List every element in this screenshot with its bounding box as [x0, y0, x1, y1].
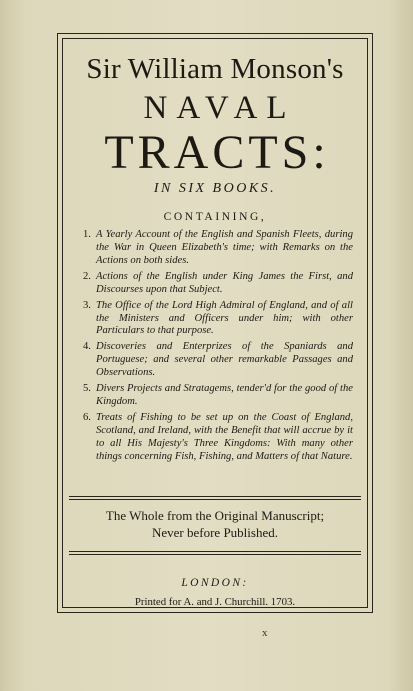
- divider-rule: [69, 496, 361, 497]
- outer-border: [57, 33, 373, 613]
- title-tracts: TRACTS:: [104, 126, 330, 179]
- book-description: Divers Projects and Stratagems, tender'd for the good of the Kingdom.: [96, 383, 353, 408]
- inner-border: [62, 38, 368, 608]
- manuscript-line: Never before Published.: [152, 525, 278, 540]
- divider-rule: [69, 499, 361, 500]
- book-description: A Yearly Account of the English and Spanish Fleets, during the War in Queen Elizabeth's time; with Remarks on the Actions on both sides.: [96, 229, 353, 266]
- book-list: [83, 229, 353, 467]
- book-number: 3.: [83, 299, 91, 311]
- book-description: The Office of the Lord High Admiral of England, and of all the Ministers and Officers under him; with other Particulars to that purpose.: [96, 299, 353, 337]
- book-item: [83, 300, 353, 339]
- manuscript-note: [63, 507, 367, 541]
- title-page-content: [63, 39, 367, 607]
- book-number: 6.: [83, 411, 91, 423]
- divider-rule: [69, 554, 361, 555]
- book-description: Treats of Fishing to be set up on the Coast of England, Scotland, and Ireland, with the Benefit that will accrue by it to all His Majesty's Three Kingdoms: With many other things concerning Fish, Fishing, and Matters of that Nature.: [96, 411, 353, 462]
- author-line: Sir William Monson's: [86, 53, 344, 85]
- book-number: 1.: [83, 229, 91, 240]
- book-number: 5.: [83, 383, 91, 395]
- book-number: 4.: [83, 341, 91, 353]
- title-naval: NAVAL: [143, 90, 296, 126]
- book-item: [83, 229, 353, 268]
- subtitle-six-books: IN SIX BOOKS.: [153, 181, 277, 196]
- signature-mark: x: [262, 627, 268, 639]
- book-item: [83, 341, 353, 380]
- book-number: 2.: [83, 270, 91, 282]
- containing-heading: CONTAINING,: [163, 211, 267, 223]
- book-description: Discoveries and Enterprizes of the Spaniards and Portuguese; and several other remarkable Passages and Observations.: [96, 341, 353, 379]
- divider-rule: [69, 551, 361, 552]
- manuscript-line: The Whole from the Original Manuscript;: [105, 508, 325, 523]
- book-description: Actions of the English under King James the First, and Discourses upon that Subject.: [96, 270, 353, 295]
- book-item: [83, 383, 353, 409]
- imprint-line: Printed for A. and J. Churchill. 1703.: [134, 596, 296, 608]
- book-item: [83, 271, 353, 297]
- book-item: [83, 412, 353, 464]
- place-of-publication: LONDON:: [181, 577, 249, 589]
